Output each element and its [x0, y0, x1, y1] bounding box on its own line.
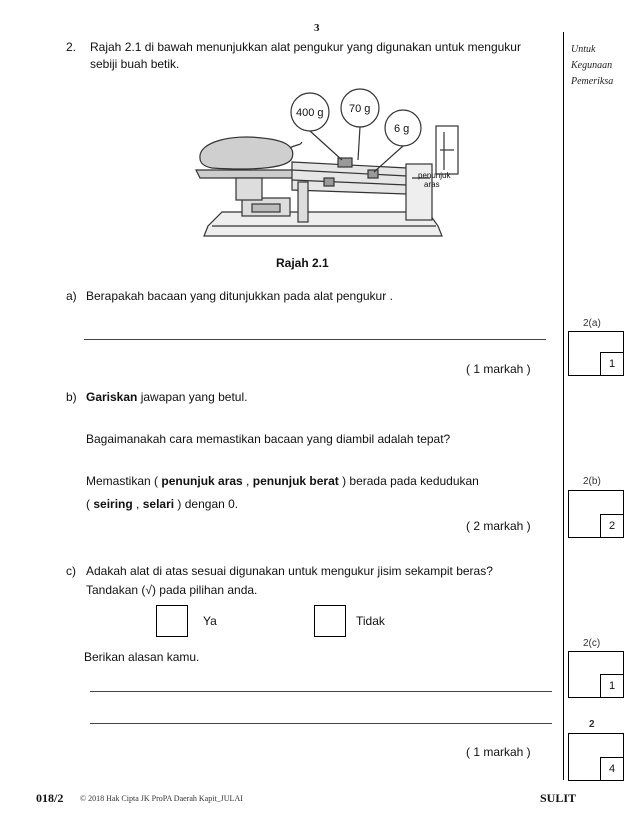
footer-copyright: © 2018 Hak Cipta JK ProPA Daerah Kapit_JULAI — [80, 794, 243, 803]
part-b-instruction — [86, 390, 247, 404]
part-b-instruction-bold: Gariskan — [86, 390, 138, 404]
option-penunjuk-berat[interactable]: penunjuk berat — [252, 474, 339, 488]
part-c-question: Adakah alat di atas sesuai digunakan untuk mengukur jisim sekampit beras? — [86, 564, 493, 578]
total-mark-box — [568, 733, 624, 781]
label-ya: Ya — [203, 614, 217, 628]
s1-suffix: ) berada pada kedudukan — [338, 474, 479, 488]
part-c-answer-line-1[interactable] — [90, 691, 552, 692]
examiner-header-line: Pemeriksa — [571, 76, 614, 87]
part-b-marks: ( 2 markah ) — [466, 519, 531, 533]
part-b-instruction-rest: jawapan yang betul. — [137, 390, 248, 404]
part-b-statement-line-1 — [86, 474, 479, 488]
option-penunjuk-aras[interactable]: penunjuk aras — [161, 474, 243, 488]
callout-6g: 6 g — [394, 123, 410, 135]
mark-label-2a: 2(a) — [583, 318, 601, 329]
part-c-tick-instruction — [86, 583, 257, 597]
part-b-letter: b) — [66, 390, 77, 404]
part-a-answer-line[interactable] — [84, 339, 546, 340]
figure-caption: Rajah 2.1 — [276, 256, 329, 270]
part-a-question: Berapakah bacaan yang ditunjukkan pada alat pengukur . — [86, 289, 393, 303]
examiner-column-header — [571, 42, 613, 90]
question-intro-line-2: sebiji buah betik. — [90, 57, 180, 71]
s2-prefix: ( — [86, 497, 94, 511]
footer-code: 018/2 — [36, 791, 64, 805]
examiner-header-line: Kegunaan — [571, 60, 613, 71]
part-c-reason-prompt: Berikan alasan kamu. — [84, 650, 200, 664]
part-c-marks: ( 1 markah ) — [466, 745, 531, 759]
tick-suffix: ) pada pilihan anda. — [151, 583, 258, 597]
total-mark-value: 4 — [600, 757, 623, 780]
mark-label-2c: 2(c) — [583, 638, 601, 649]
pointer-label-2: aras — [424, 180, 440, 189]
callout-70g: 70 g — [349, 103, 371, 115]
s1-prefix: Memastikan ( — [86, 474, 162, 488]
callout-400g: 400 g — [296, 107, 324, 119]
mark-box-2a — [568, 331, 624, 376]
part-c-answer-line-2[interactable] — [90, 723, 552, 724]
total-mark-label: 2 — [589, 719, 595, 730]
checkbox-tidak[interactable] — [314, 605, 346, 637]
page-number: 3 — [314, 22, 320, 34]
part-b-statement-line-2 — [86, 497, 238, 511]
part-a-letter: a) — [66, 289, 77, 303]
mark-value-2b: 2 — [600, 514, 623, 537]
checkbox-ya[interactable] — [156, 605, 188, 637]
part-a-marks: ( 1 markah ) — [466, 362, 531, 376]
label-tidak: Tidak — [356, 614, 385, 628]
question-intro-line-1: Rajah 2.1 di bawah menunjukkan alat pengukur yang digunakan untuk mengukur — [90, 40, 521, 54]
examiner-column-border — [563, 32, 564, 780]
tick-symbol: √ — [145, 583, 152, 597]
s2-suffix: ) dengan 0. — [174, 497, 239, 511]
tick-prefix: Tandakan ( — [86, 583, 146, 597]
part-c-letter: c) — [66, 564, 76, 578]
footer-sulit: SULIT — [540, 791, 577, 805]
mark-value-2a: 1 — [600, 352, 623, 375]
mark-box-2b — [568, 490, 624, 538]
mark-box-2c — [568, 651, 624, 698]
pointer-label-1: penunjuk — [418, 171, 451, 180]
s2-sep: , — [132, 497, 143, 511]
triple-beam-balance-figure — [192, 86, 460, 254]
option-selari[interactable]: selari — [142, 497, 175, 511]
option-seiring[interactable]: seiring — [93, 497, 133, 511]
question-number: 2. — [66, 40, 77, 54]
mark-label-2b: 2(b) — [583, 476, 601, 487]
part-b-question: Bagaimanakah cara memastikan bacaan yang diambil adalah tepat? — [86, 432, 451, 446]
examiner-header-line: Untuk — [571, 44, 596, 55]
mark-value-2c: 1 — [600, 674, 623, 697]
s1-sep: , — [242, 474, 253, 488]
